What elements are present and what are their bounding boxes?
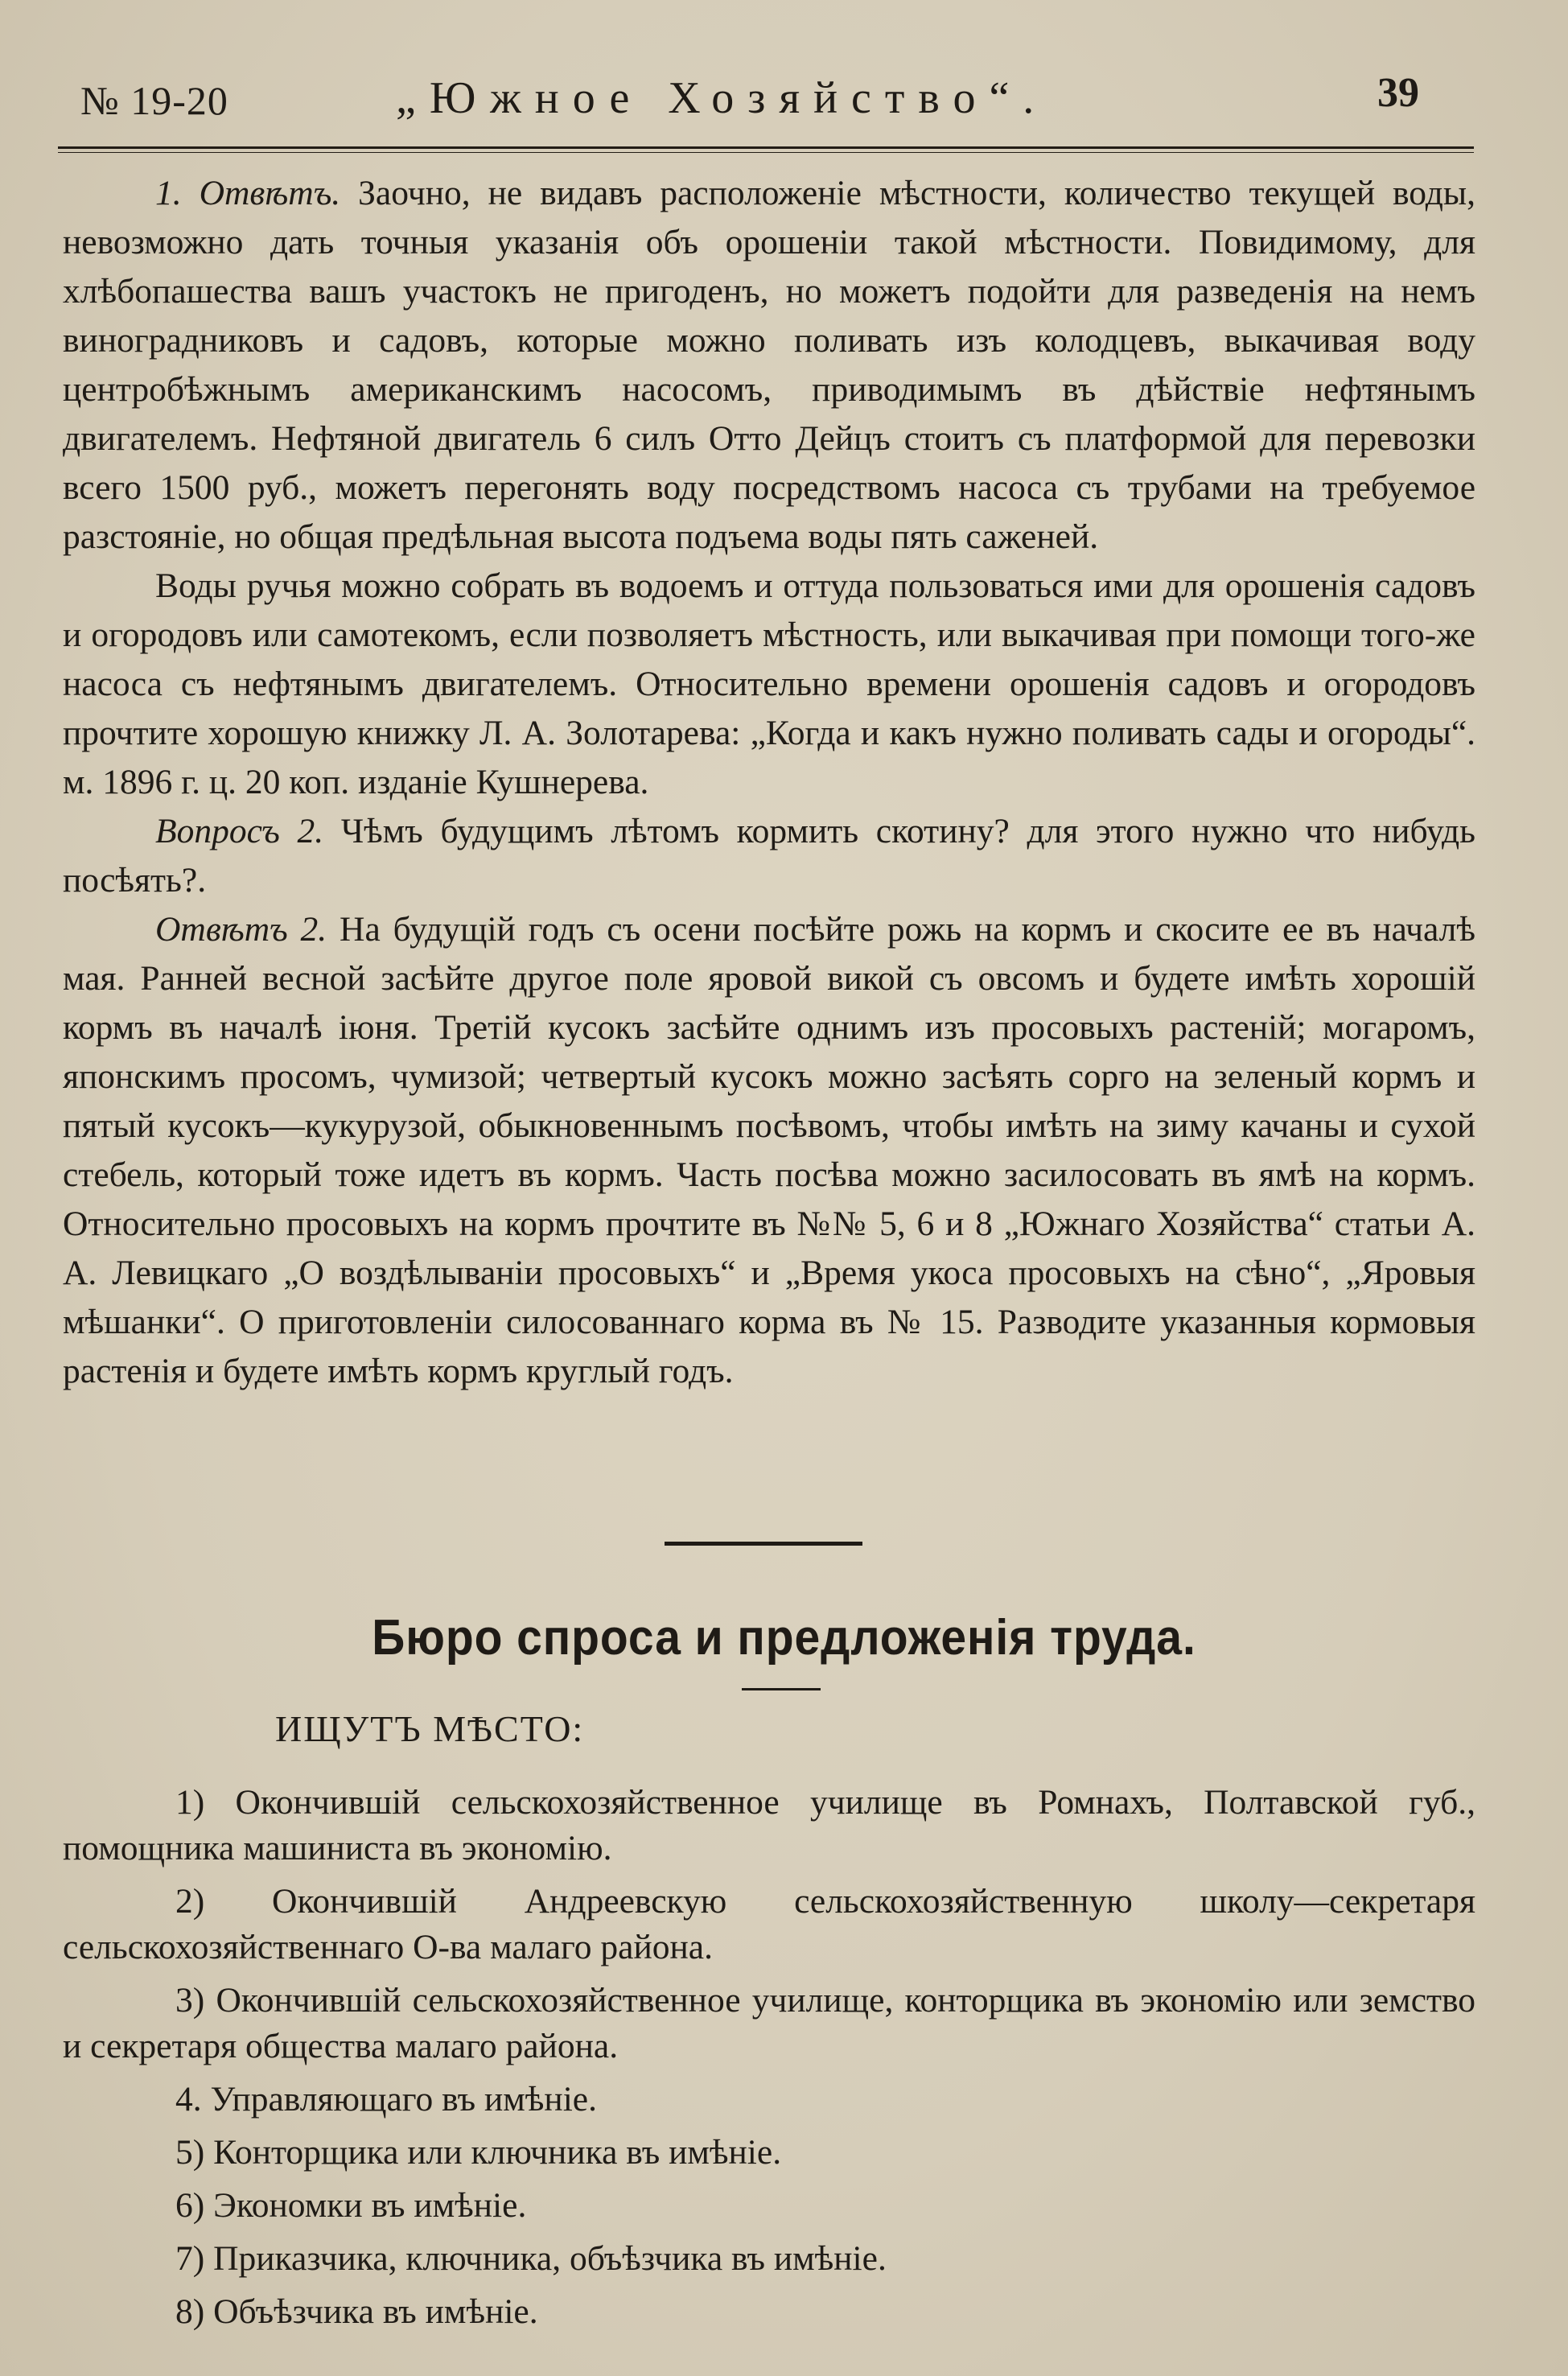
list-item: 1) Окончившій сельскохозяйственное училище въ Ромнахъ, Полтавской губ., помощника машиниста въ экономію. (63, 1783, 1475, 1867)
list-item: 7) Приказчика, ключника, объѣзчика въ имѣніе. (175, 2239, 887, 2278)
list-item: 4. Управляющаго въ имѣніе. (175, 2080, 597, 2119)
answer-2-text: На будущій годъ съ осени посѣйте рожь на кормъ и скосите ее въ началѣ мая. Ранней весной засѣйте другое поле яровой викой съ овсомъ и будете имѣть хорошій кормъ въ началѣ іюня. Третій кусокъ засѣйте однимъ изъ просовыхъ растеній; могаромъ, японскимъ просомъ, чумизой; четвертый кусокъ можно засѣять сорго на зеленый кормъ и пятый кусокъ—кукурузой, обыкновеннымъ посѣвомъ, чтобы имѣть на зиму качаны и сухой стебель, который тоже идетъ въ кормъ. Часть посѣва можно засилосовать въ ямѣ на кормъ. Относительно просовыхъ на кормъ прочтите въ №№ 5, 6 и 8 „Южнаго Хозяйства“ статьи А. А. Левицкаго „О воздѣлываніи просовыхъ“ и „Время укоса просовыхъ на сѣно“, „Яровыя мѣшанки“. О приготовленіи силосованнаго корма въ № 15. Разводите указанныя кормовыя растенія и будете имѣть кормъ круглый годъ. (63, 910, 1476, 1390)
question-2-text: Чѣмъ будущимъ лѣтомъ кормить скотину? для этого нужно что нибудь посѣять?. (63, 812, 1476, 900)
bureau-listing (63, 1780, 1475, 2342)
section-divider (665, 1542, 862, 1546)
bureau-title: Бюро спроса и предложенія труда. (372, 1610, 1196, 1666)
answer-1-paragraph (63, 169, 1475, 562)
list-item: 2) Окончившій Андреевскую сельскохозяйственную школу—секретаря сельскохозяйственнаго О-ва малаго района. (63, 1882, 1475, 1966)
answer-1-label: 1. Отвѣтъ. (155, 174, 341, 212)
bureau-subsection-heading: ИЩУТЪ МѢСТО: (275, 1708, 585, 1749)
page-header (58, 69, 1474, 134)
page-number: 39 (1377, 70, 1419, 116)
answer-2-paragraph (63, 905, 1475, 1396)
list-item: 5) Конторщика или ключника въ имѣніе. (175, 2133, 782, 2172)
question-2-paragraph (63, 807, 1475, 905)
issue-number: № 19-20 (80, 78, 228, 123)
article-body (63, 169, 1475, 1396)
list-item: 3) Окончившій сельскохозяйственное училище, конторщика въ экономію или земство и секретаря общества малаго района. (63, 1981, 1475, 2065)
journal-title: „Южное Хозяйство“. (396, 73, 1048, 123)
question-2-label: Вопросъ 2. (155, 812, 324, 850)
list-item: 6) Экономки въ имѣніе. (175, 2186, 527, 2225)
list-item: 8) Объѣзчика въ имѣніе. (175, 2292, 538, 2331)
header-rule (58, 146, 1474, 153)
answer-1-paragraph-2: Воды ручья можно собрать въ водоемъ и оттуда пользоваться ими для орошенія садовъ и огородовъ или самотекомъ, если позволяетъ мѣстность, или выкачивая при помощи того-же насоса съ нефтянымъ двигателемъ. Относительно времени орошенія садовъ и огородовъ прочтите хорошую книжку Л. А. Золотарева: „Когда и какъ нужно поливать сады и огороды“. м. 1896 г. ц. 20 коп. изданіе Кушнерева. (63, 566, 1475, 801)
answer-2-label: Отвѣтъ 2. (155, 910, 327, 949)
answer-1-text: Заочно, не видавъ расположеніе мѣстности, количество текущей воды, невозможно дать точныя указанія объ орошеніи такой мѣстности. Повидимому, для хлѣбопашества вашъ участокъ не пригоденъ, но можетъ подойти для разведенія на немъ виноградниковъ и садовъ, которые можно поливать изъ колодцевъ, выкачивая воду центробѣжнымъ американскимъ насосомъ, приводимымъ въ дѣйствіе нефтянымъ двигателемъ. Нефтяной двигатель 6 силъ Отто Дейцъ стоитъ съ платформой для перевозки всего 1500 руб., можетъ перегонять воду посредствомъ насоса съ трубами на требуемое разстояніе, но общая предѣльная высота подъема воды пять саженей. (63, 174, 1476, 556)
title-underline (742, 1688, 821, 1690)
